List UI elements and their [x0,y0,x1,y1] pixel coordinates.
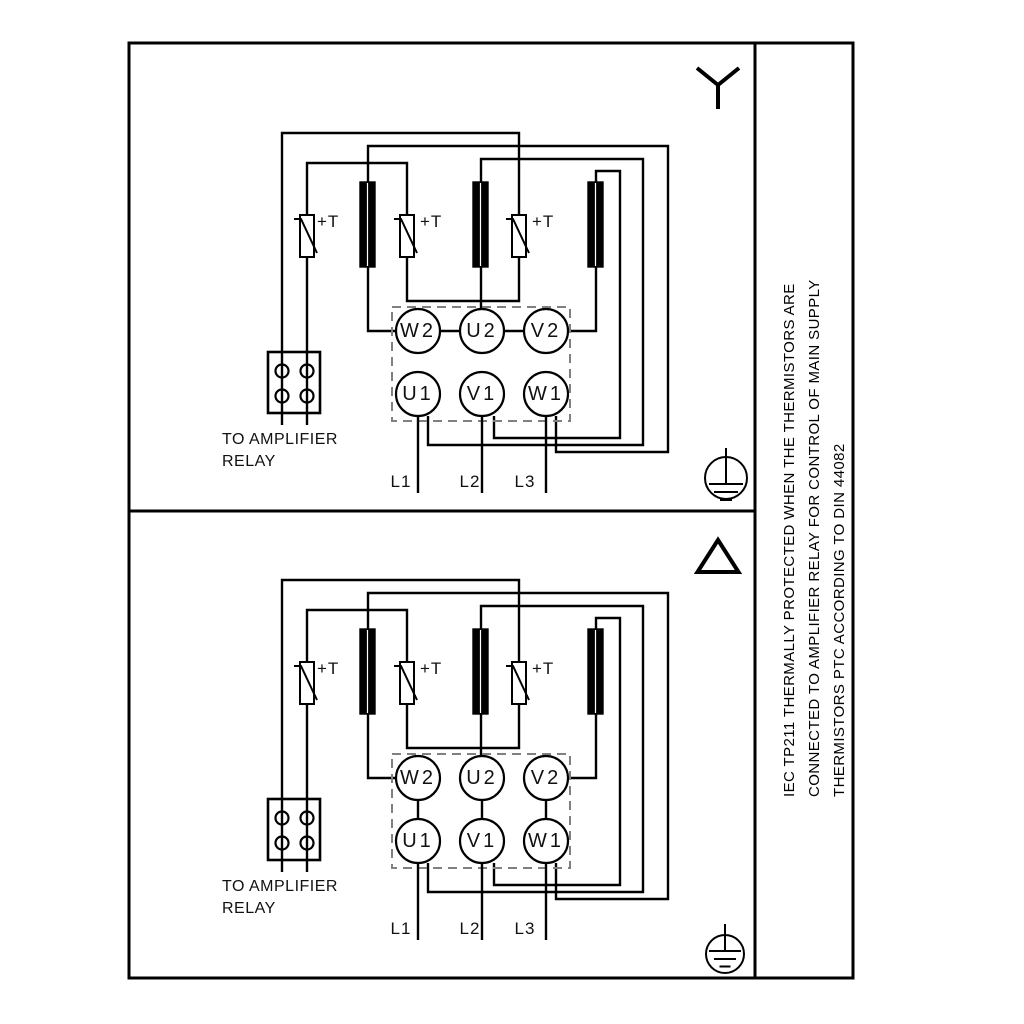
terminal-label-w1: W1 [528,830,564,852]
thermistor-label: +T [532,659,555,678]
terminal-label-u2: U2 [466,767,498,789]
thermistor-label: +T [420,659,443,678]
delta-bridge-links [418,800,546,819]
terminal-label-v2: V2 [530,320,562,342]
thermistor-label: +T [420,212,443,231]
supply-label-l1: L1 [390,919,412,938]
thermistor-label: +T [317,212,340,231]
terminal-label-w1: W1 [528,383,564,405]
side-note-line3: THERMISTORS PTC ACCORDING TO DIN 44082 [831,443,848,797]
supply-label-l2: L2 [459,472,481,491]
relay-terminal-block [268,352,320,413]
side-note-line2: CONNECTED TO AMPLIFIER RELAY FOR CONTROL OF MAIN SUPPLY [806,279,823,797]
supply-label-l3: L3 [514,919,536,938]
relay-note-line2: RELAY [222,900,276,917]
terminal-label-u1: U1 [402,830,434,852]
thermistor-label: +T [532,212,555,231]
terminal-label-v1: V1 [466,830,498,852]
terminal-label-v1: V1 [466,383,498,405]
terminal-label-v2: V2 [530,767,562,789]
supply-label-l2: L2 [459,919,481,938]
terminal-label-u1: U1 [402,383,434,405]
motor-winding-symbols [360,629,603,714]
motor-winding-symbols [360,182,603,267]
terminal-label-w2: W2 [400,767,436,789]
relay-terminal-block [268,799,320,860]
protective-earth-icon-top [705,448,747,500]
terminal-label-u2: U2 [466,320,498,342]
thermistor-label: +T [317,659,340,678]
terminal-label-w2: W2 [400,320,436,342]
relay-note-line1: TO AMPLIFIER [222,878,338,895]
side-note-column [777,279,852,797]
wye-star-icon [697,68,739,109]
delta-icon [698,540,739,572]
side-note-line1: IEC TP211 THERMALLY PROTECTED WHEN THE THERMISTORS ARE [781,283,798,797]
protective-earth-icon-bottom [706,924,744,973]
relay-note-line2: RELAY [222,453,276,470]
supply-label-l1: L1 [390,472,412,491]
relay-note-line1: TO AMPLIFIER [222,431,338,448]
supply-label-l3: L3 [514,472,536,491]
